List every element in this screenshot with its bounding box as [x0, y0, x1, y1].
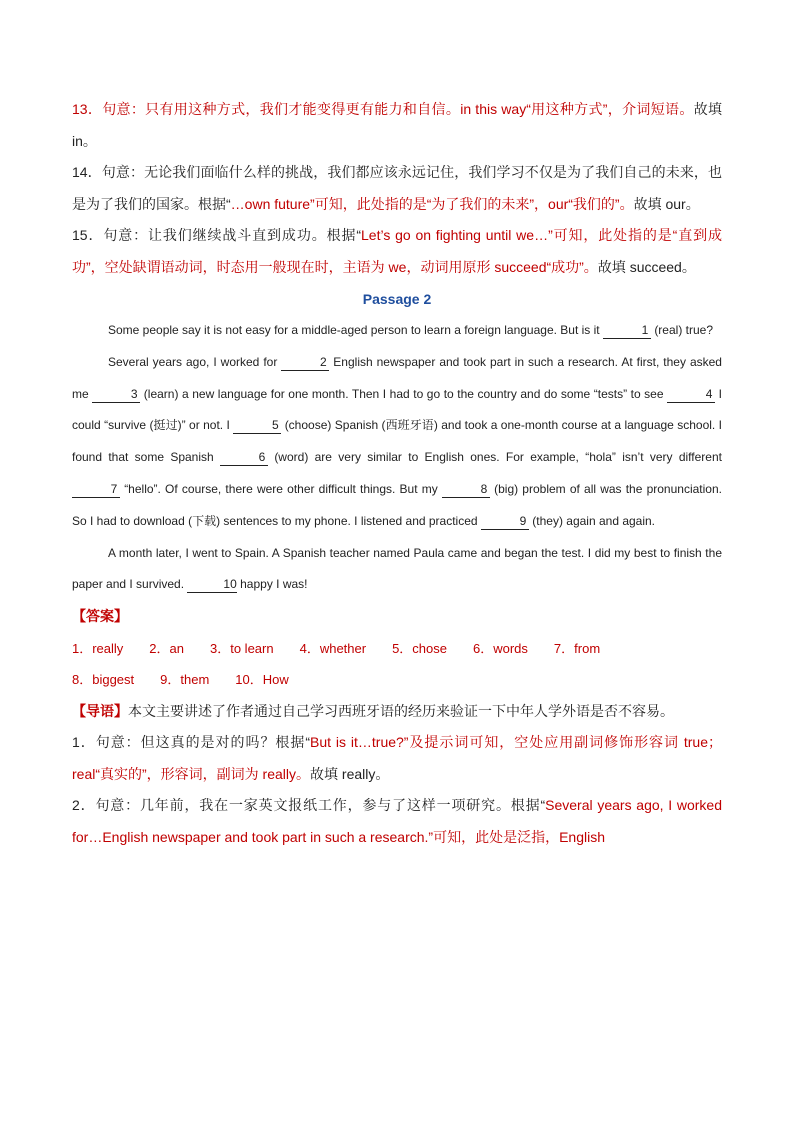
answer-item: 10．How — [235, 672, 289, 688]
answer-item: 5．chose — [392, 640, 447, 656]
guide-paragraph: 【导语】本文主要讲述了作者通过自己学习西班牙语的经历来验证一下中年人学外语是否不容易。 — [72, 702, 674, 719]
passage-paragraph-2: Several years ago, I worked for 2 English newspaper and took part in such a research. At first, they asked me 3 (learn) a new language for one month. Then I had to go to the country and do some “tests” to see 4 I could “survive (挺过)” or not. I 5 (choose) Spanish (西班牙语) and took a one-month course at a language school. I found that some Spanish 6 (word) are very similar to English ones. For example, “hola” isn’t very different 7 “hello”. Of course, there were other difficult things. But my 8 (big) problem of all was the pronunciation. So I had to download (下载) sentences to my phone. I listened and practiced 9 (they) again and again. — [72, 354, 723, 528]
blank-3[interactable]: 3 — [92, 386, 140, 403]
document-page — [72, 94, 722, 853]
answer-item: 1．really — [72, 640, 124, 656]
explain-2: 2．句意：几年前，我在一家英文报纸工作，参与了这样一项研究。根据“Several years ago, I worked for…English newspaper and took part in such a research.”可知，此处是泛指，English — [72, 797, 723, 845]
blank-4[interactable]: 4 — [667, 386, 715, 403]
passage-title: Passage 2 — [362, 291, 432, 307]
passage-paragraph-3: A month later, I went to Spain. A Spanish teacher named Paula came and began the test. I did my best to finish the paper and I survived. 10 happy I was! — [72, 545, 722, 592]
explain-13: 13．句意：只有用这种方式，我们才能变得更有能力和自信。in this way“用这种方式”，介词短语。故填 in。 — [72, 101, 723, 149]
answer-item: 2．an — [149, 640, 184, 656]
answer-row-1 — [72, 633, 722, 665]
answer-item: 8．biggest — [72, 672, 135, 688]
answer-item: 4．whether — [299, 640, 367, 656]
passage-paragraph-1: Some people say it is not easy for a middle-aged person to learn a foreign language. But is it 1 (real) true? — [108, 323, 713, 337]
answer-item: 6．words — [473, 640, 528, 656]
blank-7[interactable]: 7 — [72, 481, 120, 498]
blank-6[interactable]: 6 — [220, 449, 268, 466]
blank-5[interactable]: 5 — [233, 417, 281, 434]
answer-item: 9．them — [160, 672, 210, 688]
blank-1[interactable]: 1 — [603, 322, 651, 339]
answer-row-2 — [72, 664, 722, 696]
blank-8[interactable]: 8 — [442, 481, 490, 498]
blank-10[interactable]: 10 — [187, 576, 236, 593]
explain-14: 14．句意：无论我们面临什么样的挑战，我们都应该永远记住，我们学习不仅是为了我们自己的未来，也是为了我们的国家。根据“…own future”可知，此处指的是“为了我们的未来”，our“我们的”。故填 our。 — [72, 164, 722, 212]
guide-heading: 【导语】 — [72, 702, 128, 719]
answer-heading: 【答案】 — [72, 608, 128, 625]
explain-15: 15．句意：让我们继续战斗直到成功。根据“Let’s go on fighting until we…”可知，此处指的是“直到成功”，空处缺谓语动词，时态用一般现在时，主语为 we，动词用原形 succeed“成功”。故填 succeed。 — [72, 227, 722, 275]
blank-2[interactable]: 2 — [281, 354, 329, 371]
explain-1: 1．句意：但这真的是对的吗？根据“But is it…true?”及提示词可知，空处应用副词修饰形容词 true；real“真实的”，形容词，副词为 really。故填 really。 — [72, 734, 722, 782]
answer-item: 7．from — [553, 640, 601, 656]
answer-item: 3．to learn — [210, 640, 274, 656]
blank-9[interactable]: 9 — [481, 513, 529, 530]
